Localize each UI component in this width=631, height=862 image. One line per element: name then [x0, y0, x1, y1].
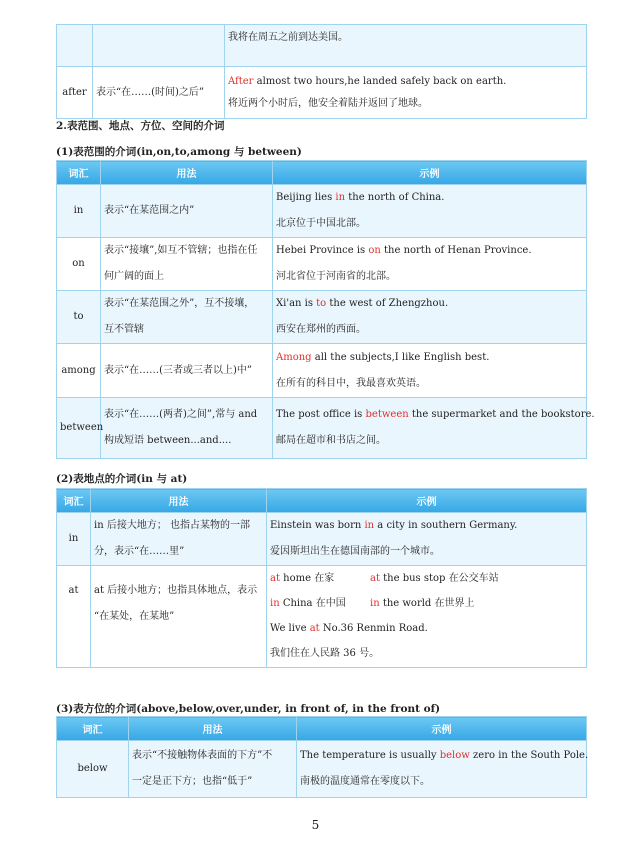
- header-example: 示例: [297, 717, 587, 741]
- subsection-title-position: (3)表方位的介词(above,below,over,under, in front of, in the front of): [56, 703, 441, 715]
- example-phrase: [370, 573, 499, 584]
- range-prepositions-table: [56, 160, 595, 459]
- example-en: The temperature is usually: [300, 750, 440, 761]
- example-zh: 我将在周五之前到达美国。: [228, 32, 348, 43]
- example-en: zero in the South Pole.: [469, 750, 589, 761]
- usage-line: 何广阔的面上: [104, 271, 164, 282]
- example-zh: 西安在郑州的西面。: [276, 324, 366, 335]
- example-en: all the subjects,I like English best.: [311, 351, 490, 363]
- usage-line: 表示“在……(两者)之间”,常与 and: [104, 409, 258, 420]
- example-phrase: [370, 598, 475, 609]
- example-en: a city in southern Germany.: [374, 520, 518, 531]
- usage-cell: 表示“在……(时间)之后”: [93, 67, 225, 119]
- table-row: [57, 398, 587, 459]
- example-cell: [297, 741, 587, 798]
- example-en: the north of China.: [345, 192, 445, 203]
- example-zh: 北京位于中国北部。: [276, 218, 366, 229]
- usage-cell: [129, 741, 297, 798]
- example-zh: 将近两个小时后，他安全着陆并返回了地球。: [228, 97, 428, 109]
- highlight-word: below: [439, 750, 470, 761]
- usage-cell: [91, 566, 267, 668]
- highlight-word: Among: [276, 351, 312, 363]
- highlight-word: to: [316, 298, 327, 309]
- example-cell: [273, 185, 587, 238]
- highlight-word: on: [368, 245, 381, 256]
- header-usage: 用法: [101, 161, 273, 185]
- highlight-word: at: [270, 573, 280, 584]
- example-en: the supermarket and the bookstore.: [408, 409, 595, 420]
- example-en: the bus stop 在公交车站: [379, 573, 499, 584]
- position-prepositions-table: [56, 716, 587, 798]
- usage-cell: [101, 291, 273, 344]
- highlight-word: at: [309, 623, 320, 634]
- usage-line: 构成短语 between...and....: [104, 435, 232, 446]
- table-row: [57, 67, 587, 119]
- example-cell: [273, 291, 587, 344]
- word-cell: after: [57, 67, 93, 119]
- example-cell: [273, 238, 587, 291]
- example-en: Beijing lies: [276, 192, 336, 203]
- table-header-row: [57, 489, 587, 513]
- table-header-row: [57, 717, 587, 741]
- example-en: No.36 Renmin Road.: [319, 623, 428, 634]
- usage-line: 一定是正下方；也指“低于”: [132, 776, 253, 787]
- example-phrase: [270, 591, 370, 616]
- example-cell: [267, 566, 587, 668]
- word-cell: [57, 25, 93, 67]
- table-row: [57, 741, 587, 798]
- highlight-word: in: [270, 598, 280, 609]
- table-row: [57, 185, 587, 238]
- word-cell: at: [57, 566, 91, 668]
- example-zh: 在所有的科目中，我最喜欢英语。: [276, 377, 426, 389]
- example-phrase: [270, 566, 370, 591]
- highlight-word: in: [364, 520, 375, 531]
- section-title: 2.表范围、地点、方位、空间的介词: [56, 120, 225, 132]
- table-row: [57, 25, 587, 67]
- word-cell: below: [57, 741, 129, 798]
- example-zh: 河北省位于河南省的北部。: [276, 271, 396, 282]
- table-row: [57, 291, 587, 344]
- header-usage: 用法: [129, 717, 297, 741]
- example-cell: [273, 344, 587, 398]
- highlight-word: After: [228, 75, 254, 87]
- word-cell: to: [57, 291, 101, 344]
- example-en: Einstein was born: [270, 520, 365, 531]
- word-cell: on: [57, 238, 101, 291]
- header-example: 示例: [267, 489, 587, 513]
- highlight-word: in: [335, 192, 346, 203]
- example-cell: [225, 25, 587, 67]
- example-cell: [225, 67, 587, 119]
- word-cell: among: [57, 344, 101, 398]
- subsection-title-range: (1)表范围的介词(in,on,to,among 与 between): [56, 146, 302, 158]
- usage-line: 表示“接壤”,如互不管辖；也指在任: [104, 245, 258, 256]
- usage-line: “在某处，在某地”: [94, 611, 175, 622]
- usage-line: 分，表示“在……里”: [94, 546, 185, 557]
- subsection-title-place: (2)表地点的介词(in 与 at): [56, 473, 188, 485]
- usage-cell: [91, 513, 267, 566]
- header-word: 词汇: [57, 161, 101, 185]
- example-cell: [273, 398, 595, 459]
- usage-cell: 表示“在某范围之内”: [101, 185, 273, 238]
- page-number: 5: [311, 818, 320, 832]
- word-cell: in: [57, 513, 91, 566]
- table-row: [57, 513, 587, 566]
- example-en: the west of Zhengzhou.: [326, 298, 449, 309]
- highlight-word: between: [365, 409, 409, 420]
- table-row: [57, 238, 587, 291]
- table-row: [57, 344, 587, 398]
- usage-cell: [101, 238, 273, 291]
- example-en: the north of Henan Province.: [380, 245, 532, 256]
- usage-line: in 后接大地方； 也指占某物的一部: [94, 520, 250, 531]
- example-en: Hebei Province is: [276, 245, 369, 256]
- example-en: almost two hours,he landed safely back on earth.: [253, 75, 507, 87]
- example-zh: 南极的温度通常在零度以下。: [300, 776, 430, 787]
- usage-line: 互不管辖: [104, 324, 144, 335]
- usage-line: 表示“不接触物体表面的下方”不: [132, 750, 273, 761]
- usage-cell: 表示“在……(三者或三者以上)中”: [101, 344, 273, 398]
- header-word: 词汇: [57, 717, 129, 741]
- header-example: 示例: [273, 161, 587, 185]
- place-prepositions-table: [56, 488, 587, 668]
- table-header-row: [57, 161, 587, 185]
- example-en: Xi'an is: [276, 298, 317, 309]
- example-en: We live: [270, 623, 310, 634]
- example-en: the world 在世界上: [379, 598, 475, 609]
- example-cell: [267, 513, 587, 566]
- header-word: 词汇: [57, 489, 91, 513]
- word-cell: between: [57, 398, 101, 459]
- header-usage: 用法: [91, 489, 267, 513]
- usage-line: at 后接小地方；也指具体地点，表示: [94, 585, 258, 596]
- usage-cell: [101, 398, 273, 459]
- usage-cell: [93, 25, 225, 67]
- example-en: China 在中国: [279, 598, 346, 609]
- usage-line: 表示“在某范围之外”，互不接壤，: [104, 298, 255, 309]
- example-zh: 爱因斯坦出生在德国南部的一个城市。: [270, 546, 440, 557]
- example-en: home 在家: [279, 573, 335, 584]
- word-cell: in: [57, 185, 101, 238]
- example-zh: 邮局在超市和书店之间。: [276, 435, 386, 446]
- highlight-word: in: [370, 598, 380, 609]
- highlight-word: at: [370, 573, 380, 584]
- example-en: The post office is: [276, 409, 366, 420]
- example-zh: 我们住在人民路 36 号。: [270, 648, 380, 659]
- table-row: [57, 566, 587, 668]
- time-prepositions-table-continued: [56, 24, 587, 119]
